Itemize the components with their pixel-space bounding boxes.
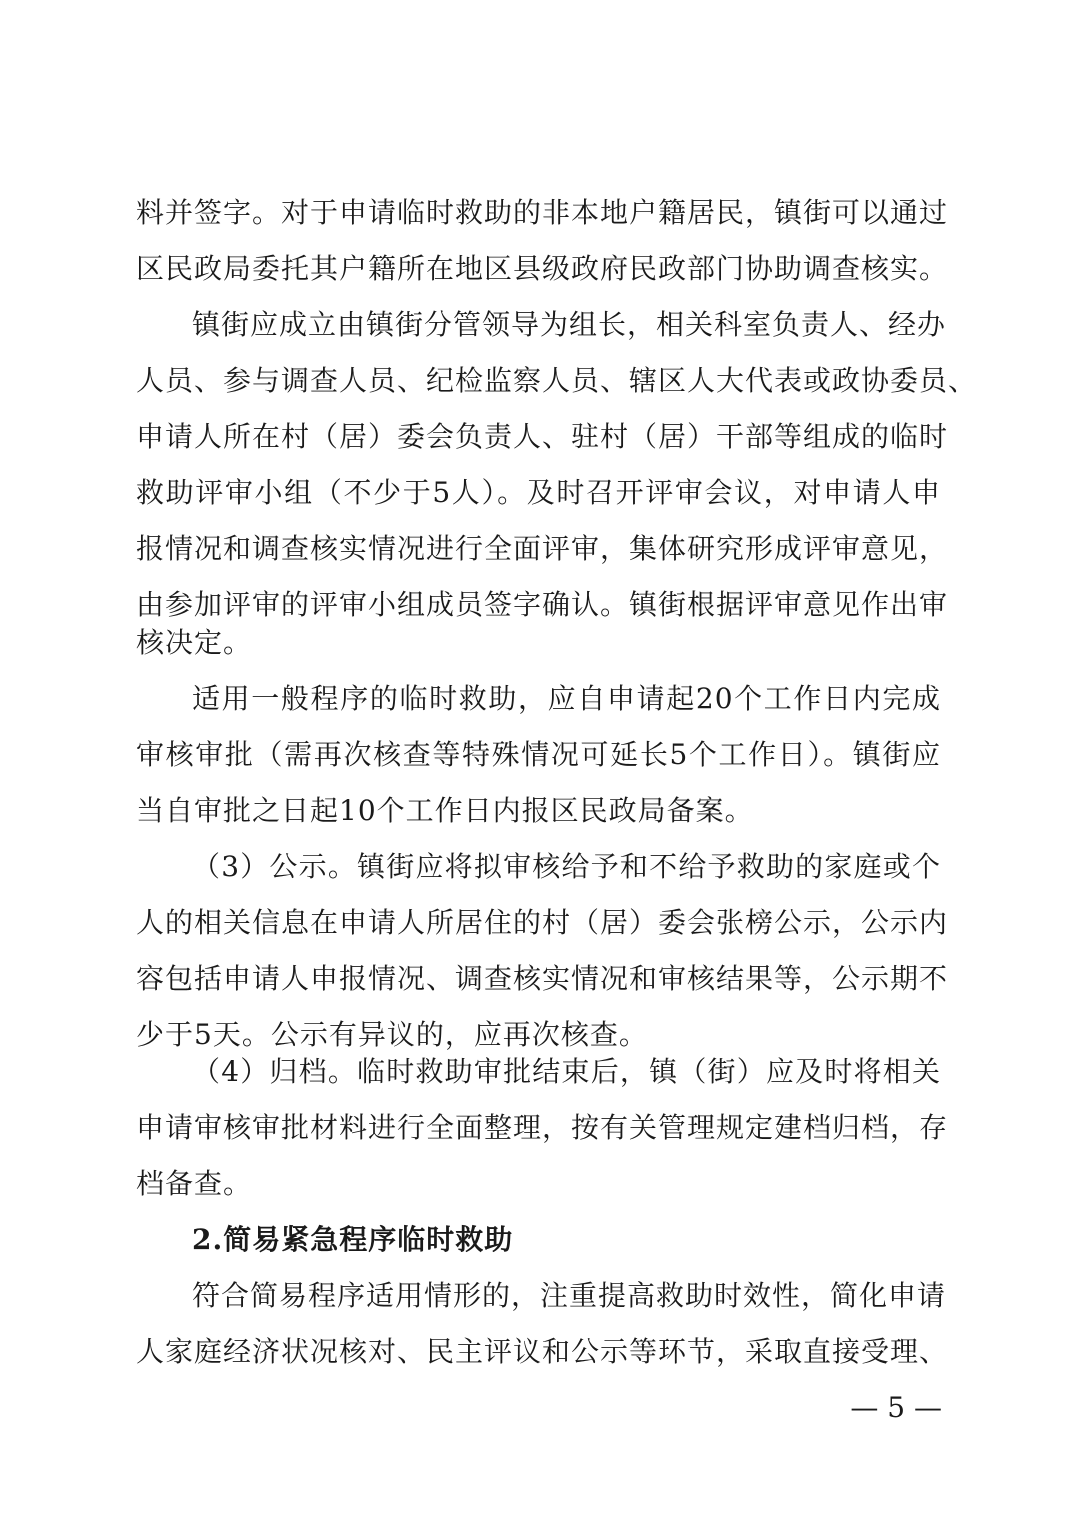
text-line: 人的相关信息在申请人所居住的村（居）委会张榜公示，公示内 — [136, 906, 949, 939]
text-line: 申请审核审批材料进行全面整理，按有关管理规定建档归档，存 — [136, 1111, 949, 1144]
paragraph-first-line: 符合简易程序适用情形的，注重提高救助时效性，简化申请 — [192, 1279, 947, 1312]
text-line: 报情况和调查核实情况进行全面评审，集体研究形成评审意见， — [136, 532, 949, 565]
text-line: 区民政局委托其户籍所在地区县级政府民政部门协助调查核实。 — [136, 252, 949, 285]
page-number: — 5 — — [850, 1391, 942, 1424]
text-line: 容包括申请人申报情况、调查核实情况和审核结果等，公示期不 — [136, 962, 949, 995]
text-line: 少于5天。公示有异议的，应再次核查。 — [136, 1018, 648, 1051]
text-line: 人家庭经济状况核对、民主评议和公示等环节，采取直接受理、 — [136, 1335, 949, 1368]
text-line: 人员、参与调查人员、纪检监察人员、辖区人大代表或政协委员、 — [136, 364, 978, 397]
paragraph-first-line: （3）公示。镇街应将拟审核给予和不给予救助的家庭或个 — [192, 850, 941, 883]
paragraph-first-line: 适用一般程序的临时救助，应自申请起20个工作日内完成 — [192, 682, 941, 715]
text-line: 审核审批（需再次核查等特殊情况可延长5个工作日）。镇街应 — [136, 738, 941, 771]
paragraph-first-line: （4）归档。临时救助审批结束后，镇（街）应及时将相关 — [192, 1055, 941, 1088]
text-line: 当自审批之日起10个工作日内报区民政局备案。 — [136, 794, 754, 827]
text-line: 核决定。 — [136, 626, 253, 659]
section-heading: 2.简易紧急程序临时救助 — [192, 1223, 514, 1256]
text-line: 由参加评审的评审小组成员签字确认。镇街根据评审意见作出审 — [136, 588, 949, 621]
text-line: 救助评审小组（不少于5人）。及时召开评审会议，对申请人申 — [136, 476, 941, 509]
paragraph-first-line: 镇街应成立由镇街分管领导为组长，相关科室负责人、经办 — [192, 308, 947, 341]
text-line: 档备查。 — [136, 1167, 253, 1200]
text-line: 料并签字。对于申请临时救助的非本地户籍居民，镇街可以通过 — [136, 196, 949, 229]
text-line: 申请人所在村（居）委会负责人、驻村（居）干部等组成的临时 — [136, 420, 949, 453]
